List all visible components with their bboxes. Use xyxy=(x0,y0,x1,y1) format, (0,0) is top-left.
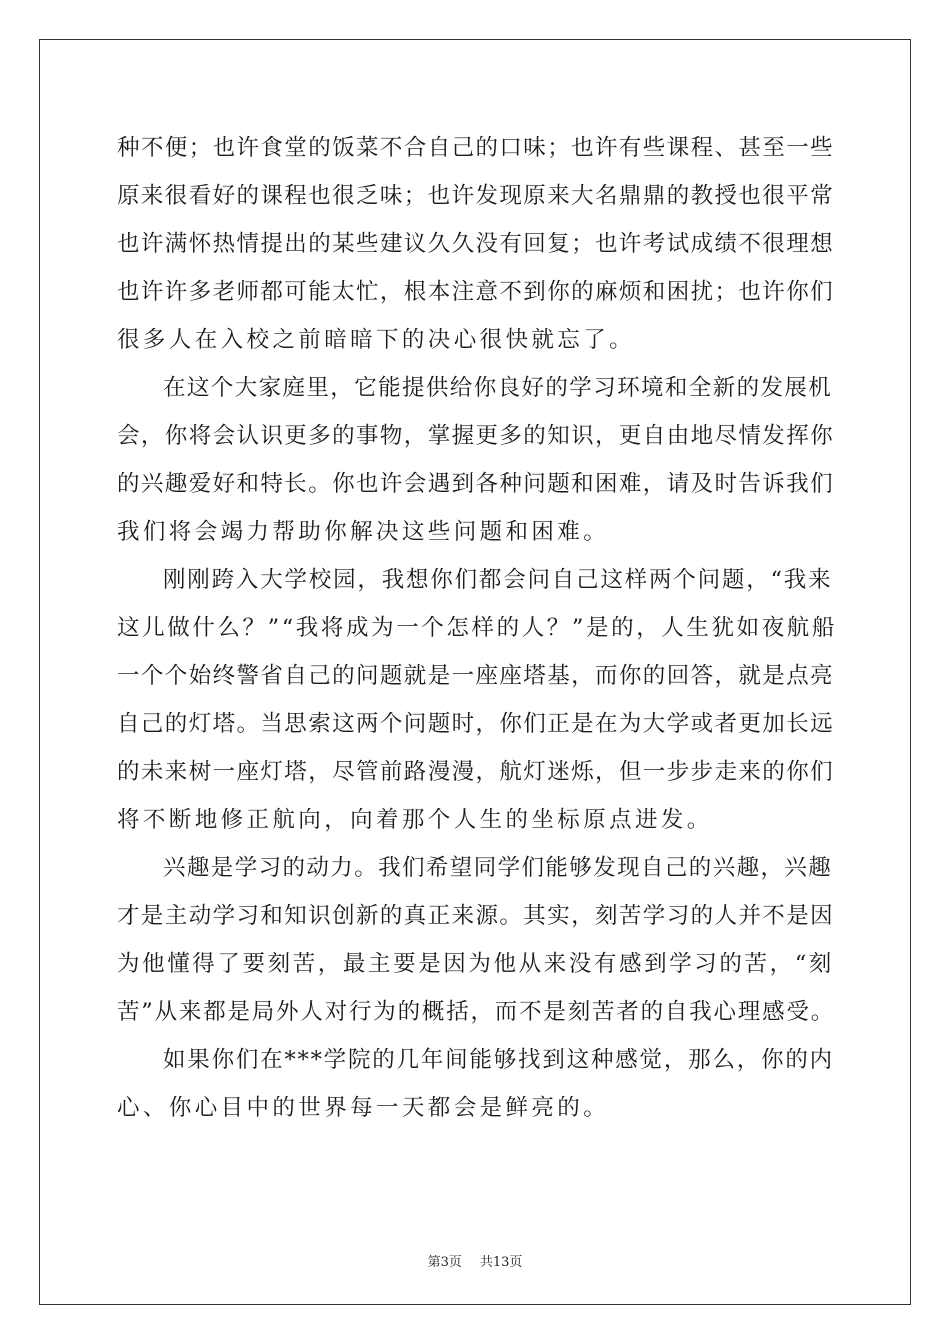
page-number-current: 第3页 xyxy=(427,1255,462,1270)
text-line: 才是主动学习和知识创新的真正来源。其实，刻苦学习的人并不是因 xyxy=(117,903,835,929)
paragraph-first-line: 兴趣是学习的动力。我们希望同学们能够发现自己的兴趣，兴趣 xyxy=(163,855,833,881)
text-line: 也许许多老师都可能太忙，根本注意不到你的麻烦和困扰；也许你们 xyxy=(117,279,835,305)
text-line: 自己的灯塔。当思索这两个问题时，你们正是在为大学或者更加长远 xyxy=(117,711,835,737)
text-line: 的兴趣爱好和特长。你也许会遇到各种问题和困难，请及时告诉我们 xyxy=(117,471,835,497)
text-line: 也许满怀热情提出的某些建议久久没有回复；也许考试成绩不很理想 xyxy=(117,231,835,257)
text-line: 很多人在入校之前暗暗下的决心很快就忘了。 xyxy=(117,327,636,353)
text-line: 将不断地修正航向，向着那个人生的坐标原点进发。 xyxy=(117,807,713,833)
text-line: 的未来树一座灯塔，尽管前路漫漫，航灯迷烁，但一步步走来的你们 xyxy=(117,759,835,785)
text-line: 原来很看好的课程也很乏味；也许发现原来大名鼎鼎的教授也很平常 xyxy=(117,183,835,209)
paragraph-first-line: 在这个大家庭里，它能提供给你良好的学习环境和全新的发展机 xyxy=(163,375,833,401)
text-line: 苦”从来都是局外人对行为的概括，而不是刻苦者的自我心理感受。 xyxy=(117,999,836,1025)
text-line: 一个个始终警省自己的问题就是一座座塔基，而你的回答，就是点亮 xyxy=(117,663,835,689)
text-line: 会，你将会认识更多的事物，掌握更多的知识，更自由地尽情发挥你 xyxy=(117,423,835,449)
page-footer xyxy=(0,1251,950,1270)
document-body xyxy=(117,124,837,1132)
text-line: 心、你心目中的世界每一天都会是鲜亮的。 xyxy=(117,1095,610,1121)
text-line: 为他懂得了要刻苦，最主要是因为他从来没有感到学习的苦，“刻 xyxy=(117,951,834,977)
page-number-total: 共13页 xyxy=(479,1255,523,1270)
paragraph-first-line: 如果你们在***学院的几年间能够找到这种感觉，那么，你的内 xyxy=(163,1047,834,1073)
text-line: 这儿做什么？”“我将成为一个怎样的人？”是的，人生犹如夜航船 xyxy=(117,615,838,641)
text-line: 我们将会竭力帮助你解决这些问题和困难。 xyxy=(117,519,610,545)
text-line: 种不便；也许食堂的饭菜不合自己的口味；也许有些课程、甚至一些 xyxy=(117,135,835,161)
paragraph-first-line: 刚刚跨入大学校园，我想你们都会问自己这样两个问题，“我来 xyxy=(163,567,833,593)
